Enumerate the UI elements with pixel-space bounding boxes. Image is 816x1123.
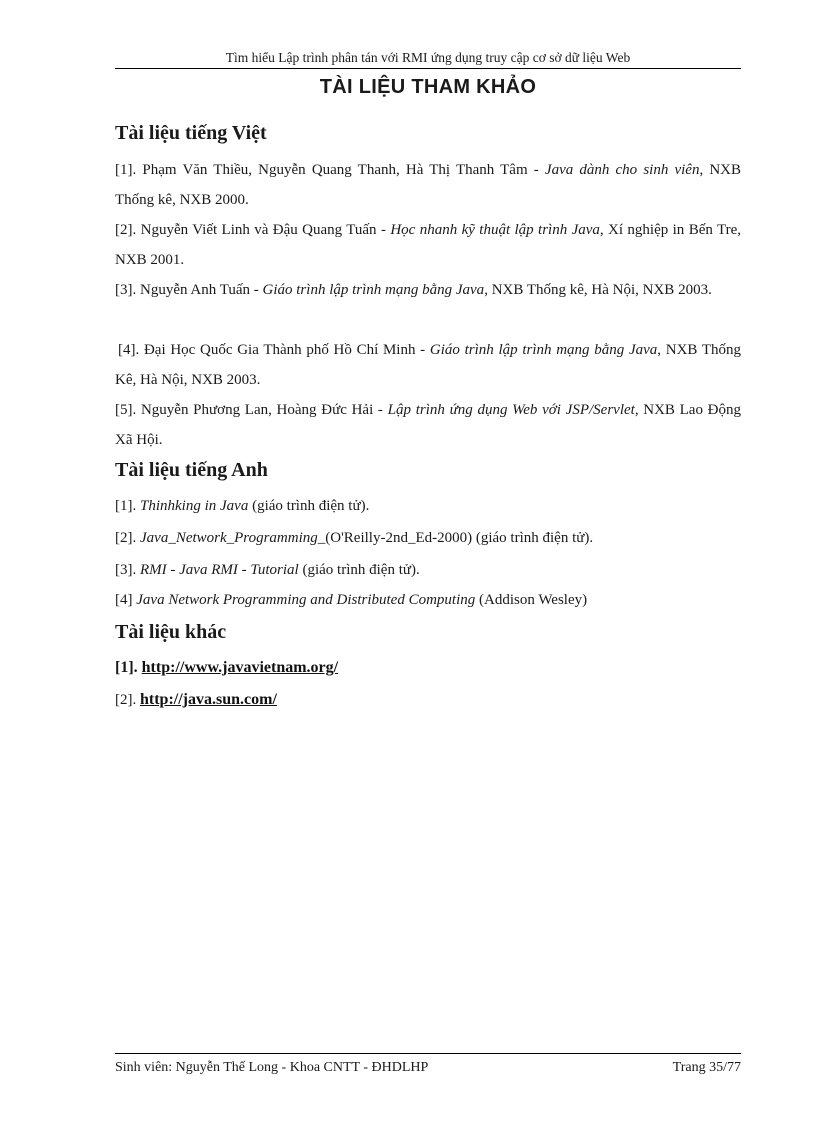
reference-viet-5 [115, 395, 741, 455]
reference-note: (Addison Wesley) [475, 592, 588, 608]
footer-author: Sinh viên: Nguyễn Thế Long - Khoa CNTT - ĐHDLHP [115, 1060, 429, 1075]
section-heading-anh: Tài liệu tiếng Anh [115, 459, 268, 481]
reference-publisher: , NXB Thống Kê, Hà Nội, NXB 2003. [115, 342, 742, 388]
reference-title: RMI - Java RMI - Tutorial [140, 562, 299, 578]
reference-title: Java dành cho sinh viên [544, 162, 700, 178]
reference-viet-4 [115, 335, 741, 395]
reference-publisher: , NXB Thống kê, NXB 2000. [115, 162, 742, 208]
reference-number: [2]. [115, 222, 137, 238]
reference-anh-4 [115, 590, 741, 610]
reference-number: [2]. [115, 530, 137, 546]
reference-anh-1 [115, 496, 741, 516]
reference-title: Java Network Programming and Distributed Computing [136, 592, 476, 608]
reference-note: (giáo trình điện tử). [298, 562, 420, 578]
section-heading-khac: Tài liệu khác [115, 621, 227, 643]
reference-title: Giáo trình lập trình mạng bằng Java [262, 282, 485, 298]
section-heading-viet: Tài liệu tiếng Việt [115, 122, 267, 144]
reference-number: [1]. [115, 498, 137, 514]
reference-number: [4]. [118, 342, 140, 358]
reference-title: Học nhanh kỹ thuật lập trình Java [390, 222, 600, 238]
reference-title: Java_Network_Programming_ [140, 530, 326, 546]
reference-publisher: , NXB Thống kê, Hà Nội, NXB 2003. [484, 282, 712, 298]
reference-viet-2 [115, 215, 741, 275]
page-title: TÀI LIỆU THAM KHẢO [319, 76, 537, 98]
reference-authors: Đại Học Quốc Gia Thành phố Hồ Chí Minh - [143, 342, 430, 358]
reference-anh-3 [115, 560, 741, 580]
reference-number: [1]. [115, 162, 137, 178]
reference-khac-1 [115, 658, 741, 678]
reference-number: [2]. [115, 692, 137, 708]
reference-title: Thinhking in Java [140, 498, 249, 514]
reference-title: Lập trình ứng dụng Web với JSP/Servlet [387, 402, 635, 418]
reference-number: [3]. [115, 282, 137, 298]
reference-anh-2 [115, 528, 741, 548]
reference-title: Giáo trình lập trình mạng bằng Java [429, 342, 658, 358]
reference-number: [4] [115, 592, 133, 608]
reference-note: (giáo trình điện tử). [248, 498, 370, 514]
link-java-sun[interactable]: http://java.sun.com/ [140, 691, 277, 708]
reference-publisher: , Xí nghiệp in Bến Tre, NXB 2001. [115, 222, 742, 268]
reference-authors: Nguyễn Viết Linh và Đậu Quang Tuấn - [140, 222, 391, 238]
page-number: Trang 35/77 [672, 1060, 741, 1075]
page-footer [115, 1053, 741, 1076]
reference-number: [3]. [115, 562, 137, 578]
reference-viet-3 [115, 275, 741, 305]
link-javavietnam[interactable]: http://www.javavietnam.org/ [141, 659, 339, 676]
reference-authors: Phạm Văn Thiều, Nguyễn Quang Thanh, Hà Thị Thanh Tâm - [142, 162, 545, 178]
reference-note: (O'Reilly-2nd_Ed-2000) (giáo trình điện tử). [325, 530, 594, 546]
reference-number: [1]. [115, 659, 138, 676]
reference-number: [5]. [115, 402, 137, 418]
reference-authors: Nguyễn Phương Lan, Hoàng Đức Hải - [140, 402, 388, 418]
reference-viet-1 [115, 155, 741, 215]
page-header: Tìm hiểu Lập trình phân tán với RMI ứng dụng truy cập cơ sở dữ liệu Web [115, 50, 741, 69]
reference-authors: Nguyễn Anh Tuấn - [140, 282, 263, 298]
reference-khac-2 [115, 690, 741, 710]
reference-publisher: , NXB Lao Động Xã Hội. [115, 402, 742, 448]
